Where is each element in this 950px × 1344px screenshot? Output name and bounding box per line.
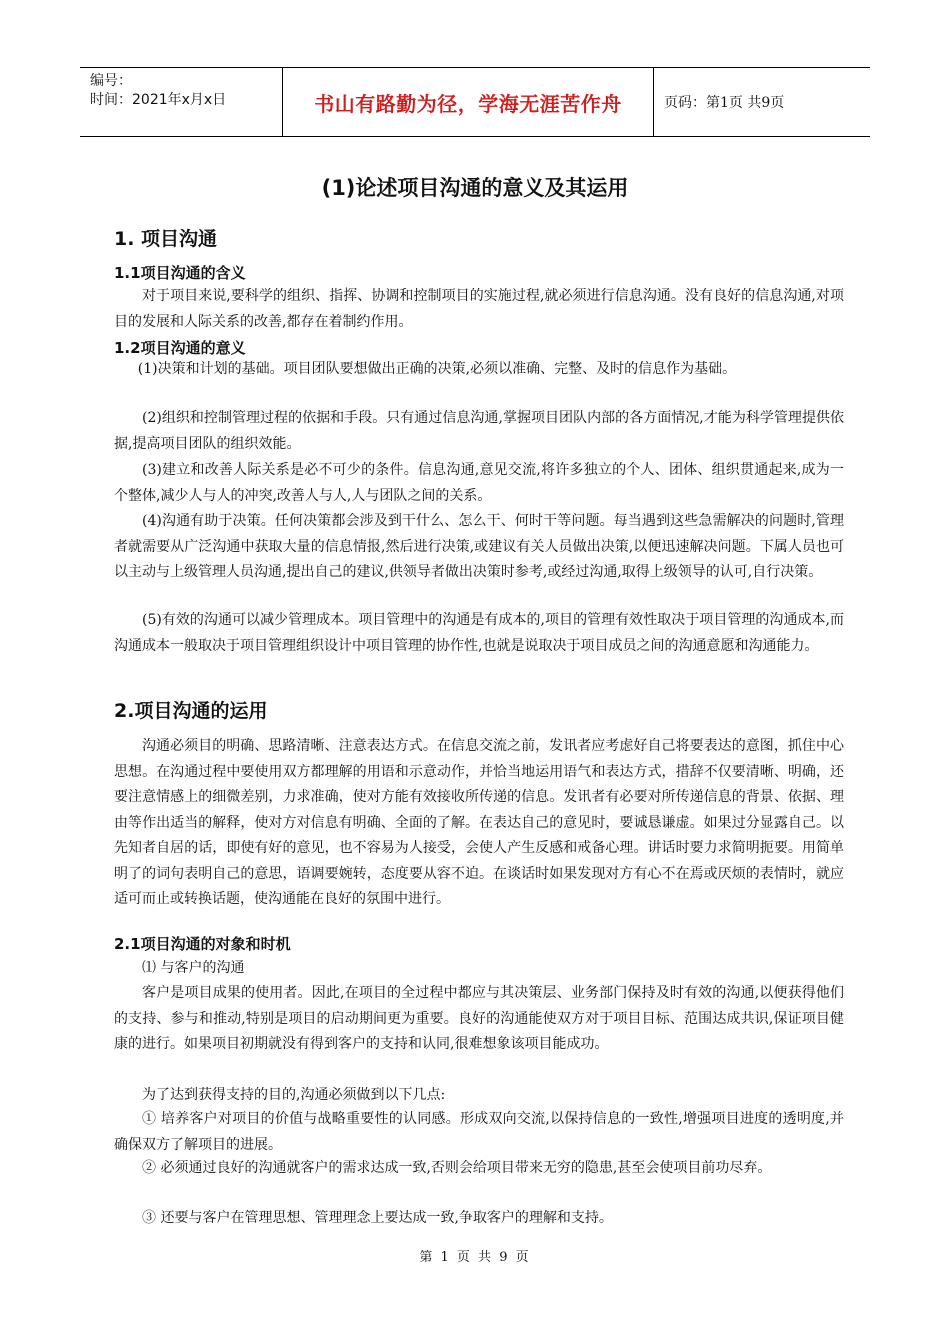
section-1-2-paragraph-5: (5)有效的沟通可以减少管理成本。项目管理中的沟通是有成本的,项目的管理有效性取决于项目管理的沟通成本,而沟通成本一般取决于项目管理组织设计中项目管理的协作性,也就是说取决于项目成员之间的沟通意愿和沟通能力。: [114, 612, 844, 654]
header-motto-cell: [282, 68, 654, 136]
section-2-heading: 2.项目沟通的运用: [114, 700, 268, 722]
page-header: [80, 67, 870, 137]
section-2-1-paragraph-5: ③ 还要与客户在管理思想、管理理念上要达成一致,争取客户的理解和支持。: [142, 1210, 613, 1226]
section-1-2-paragraph-3: (3)建立和改善人际关系是必不可少的条件。信息沟通,意见交流,将许多独立的个人、团体、组织贯通起来,成为一个整体,减少人与人的冲突,改善人与人,人与团队之间的关系。: [114, 462, 844, 504]
section-1-2-paragraph-1: (1)决策和计划的基础。项目团队要想做出正确的决策,必须以准确、完整、及时的信息作为基础。: [137, 361, 737, 377]
doc-number-label: 编号：: [90, 73, 132, 89]
section-1-heading: 1. 项目沟通: [114, 228, 218, 250]
section-2-1-paragraph-3: ① 培养客户对项目的价值与战略重要性的认同感。形成双向交流,以保持信息的一致性,增强项目进度的透明度,并确保双方了解项目的进展。: [114, 1111, 844, 1153]
header-motto: 书山有路勤为径，学海无涯苦作舟: [314, 91, 622, 116]
section-2-1-heading: 2.1项目沟通的对象和时机: [114, 935, 291, 953]
section-2-1-subheading: ⑴ 与客户的沟通: [142, 960, 245, 976]
doc-time-label: 时间：2021年x月x日: [90, 92, 227, 108]
section-2-1-paragraph-4: ② 必须通过良好的沟通就客户的需求达成一致,否则会给项目带来无穷的隐患,甚至会使项目前功尽弃。: [142, 1160, 772, 1176]
section-1-1-heading: 1.1项目沟通的含义: [114, 264, 246, 282]
section-1-2-paragraph-2: (2)组织和控制管理过程的依据和手段。只有通过信息沟通,掌握项目团队内部的各方面情况,才能为科学管理提供依据,提高项目团队的组织效能。: [114, 410, 844, 452]
document-title: (1)论述项目沟通的意义及其运用: [321, 176, 629, 200]
section-1-2-heading: 1.2项目沟通的意义: [114, 339, 246, 357]
page-footer: 第 1 页 共 9 页: [419, 1250, 531, 1265]
section-1-2-paragraph-4: (4)沟通有助于决策。任何决策都会涉及到干什么、怎么干、何时干等问题。每当遇到这些急需解决的问题时,管理者就需要从广泛沟通中获取大量的信息情报,然后进行决策,或建议有关人员做出决策,以便迅速解决问题。下属人员也可以主动与上级管理人员沟通,提出自己的建议,供领导者做出决策时参考,或经过沟通,取得上级领导的认可,自行决策。: [114, 513, 844, 580]
section-2-1-paragraph-1: 客户是项目成果的使用者。因此,在项目的全过程中都应与其决策层、业务部门保持及时有效的沟通,以便获得他们的支持、参与和推动,特别是项目的启动期间更为重要。良好的沟通能使双方对于项目目标、范围达成共识,保证项目健康的进行。如果项目初期就没有得到客户的支持和认同,很难想象该项目能成功。: [114, 985, 844, 1052]
header-page-info: 页码：第1页 共9页: [664, 95, 785, 111]
section-2-paragraph: 沟通必须目的明确、思路清晰、注意表达方式。在信息交流之前，发讯者应考虑好自己将要表达的意图，抓住中心思想。在沟通过程中要使用双方都理解的用语和示意动作，并恰当地运用语气和表达方式，措辞不仅要清晰、明确，还要注意情感上的细微差别，力求准确，使对方能有效接收所传递的信息。发讯者有必要对所传递信息的背景、依据、理由等作出适当的解释，使对方对信息有明确、全面的了解。在表达自己的意见时，要诚恳谦虚。如果过分显露自己。以先知者自居的话，即使有好的意见，也不容易为人接受，会使人产生反感和戒备心理。讲话时要力求简明扼要。用简单明了的词句表明自己的意思，语调要婉转，态度要从容不迫。在谈话时如果发现对方有心不在焉或厌烦的表情时，就应适可而止或转换话题，使沟通能在良好的氛围中进行。: [114, 738, 844, 907]
section-1-1-paragraph: 对于项目来说,要科学的组织、指挥、协调和控制项目的实施过程,就必须进行信息沟通。没有良好的信息沟通,对项目的发展和人际关系的改善,都存在着制约作用。: [114, 288, 844, 330]
section-2-1-paragraph-2: 为了达到获得支持的目的,沟通必须做到以下几点:: [142, 1087, 446, 1103]
header-left-cell: [80, 68, 282, 136]
